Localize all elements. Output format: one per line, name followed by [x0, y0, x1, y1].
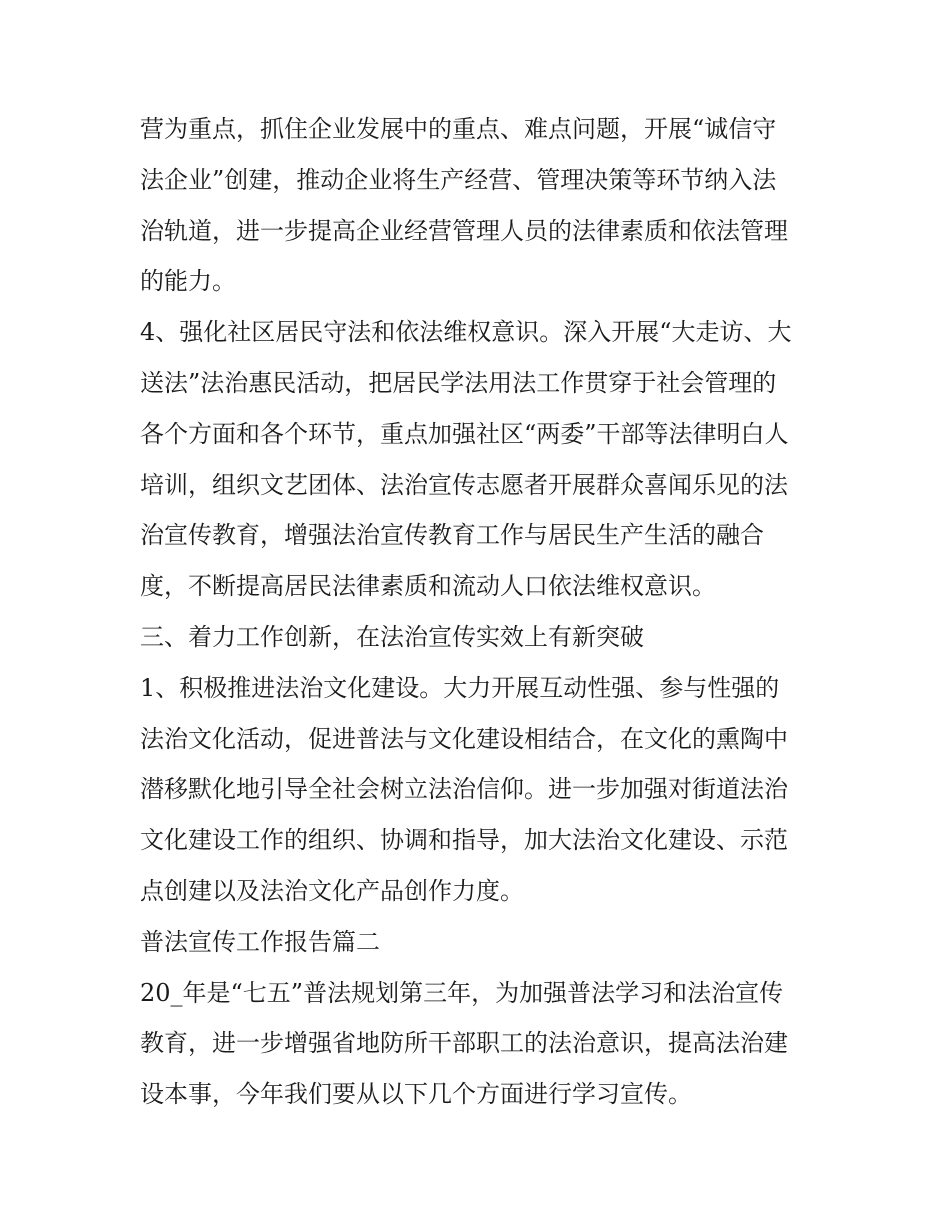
text-line: 培训，组织文艺团体、法治宣传志愿者开展群众喜闻乐见的法 — [140, 470, 788, 499]
text-line: 4、强化社区居民守法和依法维权意识。深入开展“大走访、大 — [140, 318, 792, 347]
text-line: 1、积极推进法治文化建设。大力开展互动性强、参与性强的 — [140, 673, 780, 702]
text-line: 送法”法治惠民活动，把居民学法用法工作贯穿于社会管理的 — [140, 368, 777, 397]
text-line: 治宣传教育，增强法治宣传教育工作与居民生产生活的融合 — [140, 521, 764, 550]
section-heading: 三、着力工作创新，在法治宣传实效上有新突破 — [140, 622, 644, 651]
text-line: 的能力。 — [140, 267, 236, 296]
text-line: 20_年是“七五”普法规划第三年，为加强普法学习和法治宣传 — [140, 978, 784, 1007]
text-line: 法企业”创建，推动企业将生产经营、管理决策等环节纳入法 — [140, 165, 777, 194]
article-title: 普法宣传工作报告篇二 — [140, 927, 380, 956]
text-line: 点创建以及法治文化产品创作力度。 — [140, 876, 524, 905]
text-line: 文化建设工作的组织、协调和指导，加大法治文化建设、示范 — [140, 826, 788, 855]
text-line: 治轨道，进一步提高企业经营管理人员的法律素质和依法管理 — [140, 216, 788, 245]
text-line: 各个方面和各个环节，重点加强社区“两委”干部等法律明白人 — [140, 419, 789, 448]
text-line: 设本事，今年我们要从以下几个方面进行学习宣传。 — [140, 1080, 692, 1109]
text-line: 法治文化活动，促进普法与文化建设相结合，在文化的熏陶中 — [140, 724, 788, 753]
document-body — [140, 104, 820, 1120]
text-line: 营为重点，抓住企业发展中的重点、难点问题，开展“诚信守 — [140, 115, 777, 143]
text-line: 潜移默化地引导全社会树立法治信仰。进一步加强对街道法治 — [140, 775, 788, 804]
text-line: 度，不断提高居民法律素质和流动人口依法维权意识。 — [140, 572, 716, 601]
text-line: 教育，进一步增强省地防所干部职工的法治意识，提高法治建 — [140, 1029, 788, 1058]
